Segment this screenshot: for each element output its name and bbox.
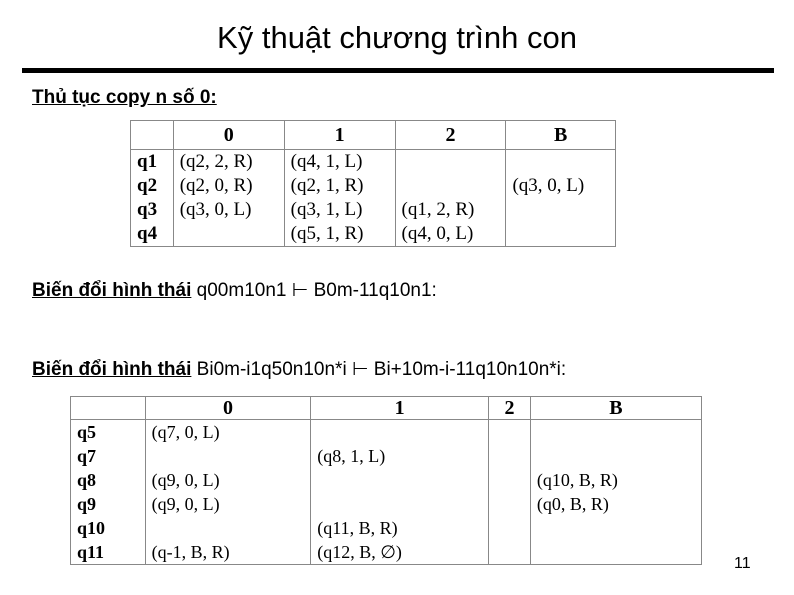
state-cell: q4 — [131, 222, 174, 247]
transition-cell: (q4, 1, L) — [284, 150, 395, 175]
title-divider — [22, 68, 774, 73]
section1-heading — [32, 87, 217, 109]
state-cell: q7 — [71, 444, 146, 468]
header-cell — [71, 397, 146, 420]
table-row — [71, 516, 702, 540]
transition-cell: (q9, 0, L) — [145, 492, 311, 516]
transition-cell: (q5, 1, R) — [284, 222, 395, 247]
transition-cell — [489, 540, 531, 565]
transition-cell — [530, 540, 701, 565]
transition-table-move — [70, 396, 702, 565]
config-change-formula: q00m10n1 ⊢ B0m-11q10n1: — [196, 280, 437, 301]
transition-cell — [530, 516, 701, 540]
transition-cell: (q3, 0, L) — [506, 174, 616, 198]
transition-cell — [145, 516, 311, 540]
header-cell: 2 — [489, 397, 531, 420]
transition-cell — [489, 444, 531, 468]
state-cell: q11 — [71, 540, 146, 565]
state-cell: q10 — [71, 516, 146, 540]
transition-cell: (q12, B, ∅) — [311, 540, 489, 565]
transition-cell — [489, 420, 531, 445]
transition-cell — [506, 150, 616, 175]
transition-cell: (q8, 1, L) — [311, 444, 489, 468]
section3-heading — [32, 358, 566, 381]
transition-cell: (q0, B, R) — [530, 492, 701, 516]
header-cell: 2 — [395, 121, 506, 150]
table-header-row — [71, 397, 702, 420]
table-row — [71, 540, 702, 565]
table-row — [71, 492, 702, 516]
copy-procedure-heading: Thủ tục copy n số 0: — [32, 87, 217, 108]
state-cell: q8 — [71, 468, 146, 492]
transition-cell — [506, 198, 616, 222]
transition-cell — [489, 516, 531, 540]
config-change-formula: Bi0m-i1q50n10n*i ⊢ Bi+10m-i-11q10n10n*i: — [196, 359, 567, 380]
transition-cell: (q2, 1, R) — [284, 174, 395, 198]
table-row — [71, 444, 702, 468]
transition-cell: (q7, 0, L) — [145, 420, 311, 445]
transition-cell — [311, 492, 489, 516]
transition-cell: (q11, B, R) — [311, 516, 489, 540]
transition-cell — [395, 174, 506, 198]
table-row — [71, 420, 702, 445]
transition-cell: (q2, 0, R) — [173, 174, 284, 198]
transition-cell: (q10, B, R) — [530, 468, 701, 492]
state-cell: q3 — [131, 198, 174, 222]
table-row — [131, 150, 616, 175]
transition-cell: (q3, 0, L) — [173, 198, 284, 222]
transition-table-copy — [130, 120, 616, 247]
header-cell: 0 — [145, 397, 311, 420]
header-cell: 1 — [311, 397, 489, 420]
transition-cell — [311, 468, 489, 492]
transition-cell: (q2, 2, R) — [173, 150, 284, 175]
transition-cell — [506, 222, 616, 247]
table-row — [131, 222, 616, 247]
state-cell: q1 — [131, 150, 174, 175]
state-cell: q2 — [131, 174, 174, 198]
transition-cell — [530, 444, 701, 468]
header-cell — [131, 121, 174, 150]
transition-cell — [395, 150, 506, 175]
transition-cell — [489, 468, 531, 492]
slide-title: Kỹ thuật chương trình con — [217, 20, 577, 55]
transition-cell: (q9, 0, L) — [145, 468, 311, 492]
transition-cell — [145, 444, 311, 468]
state-cell: q5 — [71, 420, 146, 445]
transition-cell: (q1, 2, R) — [395, 198, 506, 222]
transition-cell — [489, 492, 531, 516]
state-cell: q9 — [71, 492, 146, 516]
table-header-row — [131, 121, 616, 150]
page-number: 11 — [734, 555, 751, 572]
transition-cell — [530, 420, 701, 445]
header-cell: 1 — [284, 121, 395, 150]
table-row — [131, 198, 616, 222]
table-row — [131, 174, 616, 198]
section2-heading — [32, 279, 437, 302]
transition-cell: (q3, 1, L) — [284, 198, 395, 222]
transition-cell — [173, 222, 284, 247]
transition-cell: (q4, 0, L) — [395, 222, 506, 247]
table-row — [71, 468, 702, 492]
transition-cell: (q-1, B, R) — [145, 540, 311, 565]
config-change-label: Biến đổi hình thái — [32, 280, 192, 301]
header-cell: 0 — [173, 121, 284, 150]
transition-cell — [311, 420, 489, 445]
config-change-label: Biến đổi hình thái — [32, 359, 192, 380]
header-cell: B — [530, 397, 701, 420]
header-cell: B — [506, 121, 616, 150]
